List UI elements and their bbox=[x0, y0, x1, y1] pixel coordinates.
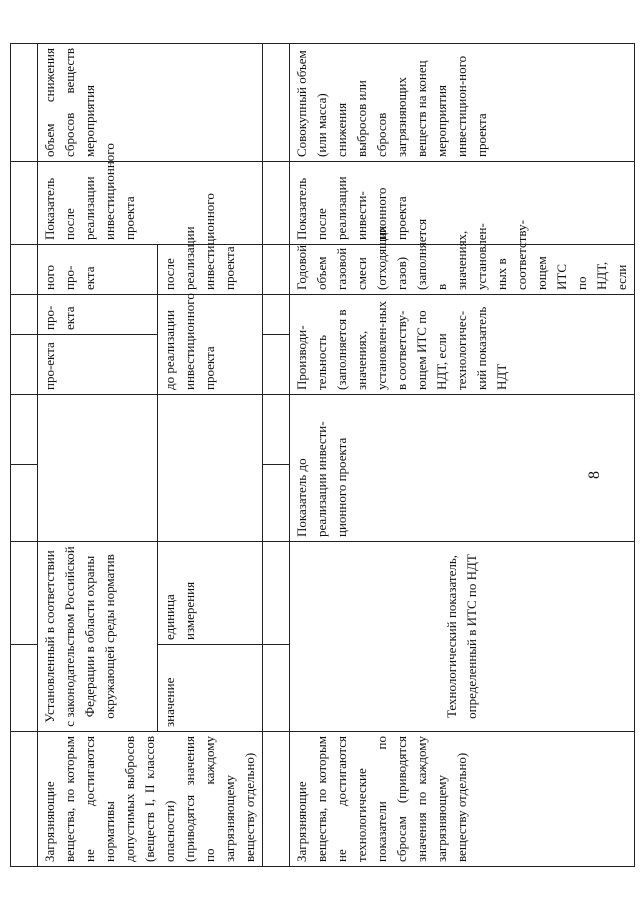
header-cell bbox=[11, 335, 38, 395]
header-cell bbox=[11, 295, 38, 335]
empty-cell bbox=[263, 465, 290, 542]
norm-before-cell: до реализации инвестиционного проекта bbox=[157, 295, 262, 395]
pollutants-cell: Загрязняющие вещества, по которым не достигаются технологические показатели по сбросам (приводятся значения по каждому загрязняющему веществу отдельно) bbox=[290, 732, 635, 867]
total-cell: объем снижения сбросов веществ мероприятия bbox=[38, 44, 263, 162]
empty-cell bbox=[157, 395, 262, 542]
norm-after-cell: после реализации инвестиционного проекта bbox=[157, 245, 262, 295]
norm-header-cell: Установленный в соответствии с законодательством Российской Федерации в области охраны окружающей среды норматив bbox=[38, 542, 158, 732]
gas-volume-cell: Годовой объем газовой смеси (отходящих газов) (заполняется в значениях, установлен-ных в соответству-ющем ИТС по НДТ, если bbox=[290, 245, 635, 295]
header-cell bbox=[11, 44, 38, 162]
table-header-row bbox=[11, 44, 38, 867]
empty-cell bbox=[263, 732, 290, 867]
header-cell bbox=[11, 395, 38, 465]
data-table bbox=[10, 43, 635, 867]
header-cell bbox=[11, 245, 38, 295]
empty-cell bbox=[263, 395, 290, 465]
empty-cell bbox=[263, 44, 290, 162]
norm-unit-cell: единица измерения bbox=[157, 542, 262, 645]
header-cell bbox=[11, 645, 38, 732]
header-cell bbox=[11, 162, 38, 245]
norm-value-cell: значение bbox=[157, 645, 262, 732]
table-row bbox=[290, 44, 635, 867]
empty-cell bbox=[263, 245, 290, 295]
total-cell: Совокупный объем (или масса) снижения выбросов или сбросов загрязняющих веществ на конец мероприятия инвестицион-ного проекта bbox=[290, 44, 635, 162]
header-cell bbox=[11, 465, 38, 542]
empty-cell bbox=[263, 542, 290, 645]
productivity-cell: Производи-тельность (заполняется в значениях, установлен-ных в соответству-ющем ИТС по НДТ, если технологичес-кий показатель НДТ bbox=[290, 295, 635, 395]
table-row bbox=[38, 44, 158, 867]
page-number: 8 bbox=[586, 471, 603, 479]
project-cell-b: про-екта bbox=[38, 295, 158, 335]
project-cell-a: про-екта bbox=[38, 335, 158, 395]
empty-cell bbox=[263, 645, 290, 732]
tech-indicator-cell: Технологический показатель, определенный в ИТС по НДТ bbox=[290, 542, 635, 732]
empty-cell bbox=[263, 335, 290, 395]
indicator-cell: Показатель после реализации инвестиционного проекта bbox=[38, 162, 263, 245]
empty-cell bbox=[263, 295, 290, 335]
empty-cell bbox=[263, 162, 290, 245]
indicator-after-cell: Показатель после реализации инвести-ционного проекта bbox=[290, 162, 635, 245]
header-cell bbox=[11, 542, 38, 645]
pollutants-cell: Загрязняющие вещества, по которым не достигаются нормативы допустимых выбросов (веществ I, II классов опасности) (приводятся значения по каждому загрязняющему веществу отдельно) bbox=[38, 732, 263, 867]
header-cell bbox=[11, 732, 38, 867]
empty-cell bbox=[38, 395, 158, 542]
table-row bbox=[263, 44, 290, 867]
project-cell-c: ного про-екта bbox=[38, 245, 158, 295]
indicator-before-cell: Показатель до реализации инвести-ционного проекта bbox=[290, 395, 635, 542]
